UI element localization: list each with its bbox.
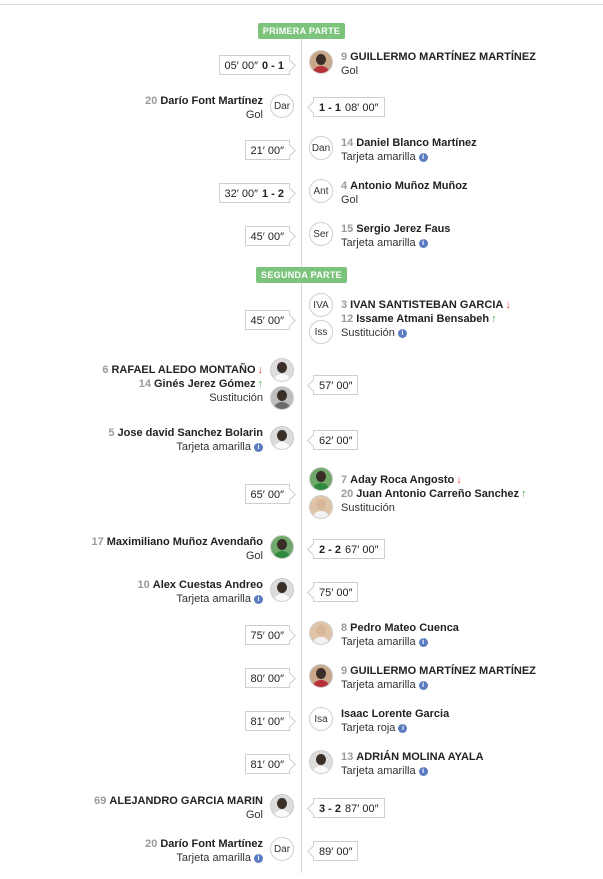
arrow-up-icon: ↑: [257, 378, 263, 390]
event-type: Sustitución: [341, 502, 395, 514]
event-time: 80′ 00″: [250, 673, 284, 685]
event-time-box: [245, 310, 290, 330]
player-number: 4: [341, 180, 348, 192]
event-time-box: [313, 841, 358, 861]
info-icon[interactable]: i: [419, 681, 428, 690]
player-avatar[interactable]: [270, 794, 294, 818]
event-time: 21′ 00″: [250, 145, 284, 157]
player-number: 5: [108, 427, 115, 439]
event-type: Tarjeta roja: [341, 722, 396, 734]
player-number: 17: [91, 536, 104, 548]
event-time-box: [245, 668, 290, 688]
info-icon[interactable]: i: [254, 443, 263, 452]
info-icon[interactable]: i: [419, 153, 428, 162]
player-avatar[interactable]: [309, 664, 333, 688]
player-out-number: 7: [341, 474, 348, 486]
top-divider: [0, 4, 603, 5]
player-number: 15: [341, 223, 354, 235]
event-details: [341, 50, 536, 78]
player-out-name[interactable]: RAFAEL ALEDO MONTAÑO: [111, 364, 256, 376]
event-time-box: [245, 140, 290, 160]
player-in-avatar[interactable]: Iss: [309, 320, 333, 344]
event-score: 2 - 2: [319, 544, 342, 556]
section-label: SEGUNDA PARTE: [256, 267, 347, 283]
player-in-number: 14: [138, 378, 151, 390]
event-time: 05′ 00″: [224, 60, 258, 72]
event-time-box: [313, 375, 358, 395]
event-type: Tarjeta amarilla: [341, 636, 416, 648]
player-in-number: 20: [341, 488, 354, 500]
player-name[interactable]: Alex Cuestas Andreo: [152, 579, 263, 591]
player-name[interactable]: Sergio Jerez Faus: [356, 223, 451, 235]
player-number: 69: [94, 795, 107, 807]
event-time: 62′ 00″: [319, 435, 353, 447]
event-time-box: [219, 183, 291, 203]
player-number: 8: [341, 622, 348, 634]
event-time: 75′ 00″: [250, 630, 284, 642]
event-details: [341, 750, 484, 778]
player-avatar[interactable]: Dar: [270, 94, 294, 118]
event-details: [91, 535, 263, 563]
player-number: 10: [137, 579, 150, 591]
info-icon[interactable]: i: [254, 595, 263, 604]
player-out-avatar[interactable]: [309, 467, 333, 491]
arrow-down-icon: ↓: [456, 474, 462, 486]
event-time: 75′ 00″: [319, 587, 353, 599]
player-avatar[interactable]: Isa: [309, 707, 333, 731]
event-time: 87′ 00″: [345, 803, 379, 815]
player-avatar[interactable]: [270, 535, 294, 559]
player-avatar[interactable]: [270, 426, 294, 450]
event-details: [341, 222, 450, 250]
player-out-name[interactable]: IVAN SANTISTEBAN GARCIA: [350, 299, 504, 311]
info-icon[interactable]: i: [419, 239, 428, 248]
event-details: [102, 363, 263, 405]
player-avatar[interactable]: Dan: [309, 136, 333, 160]
info-icon[interactable]: i: [398, 329, 407, 338]
event-details: [145, 837, 263, 865]
event-type: Tarjeta amarilla: [341, 151, 416, 163]
player-name[interactable]: Isaac Lorente Garcia: [341, 708, 450, 720]
event-type: Tarjeta amarilla: [341, 765, 416, 777]
event-time: 45′ 00″: [250, 231, 284, 243]
player-avatar[interactable]: [309, 621, 333, 645]
event-time: 08′ 00″: [345, 102, 379, 114]
timeline-axis: [301, 37, 302, 873]
event-details: [94, 794, 263, 822]
event-details: [341, 621, 459, 649]
player-in-name[interactable]: Issame Atmani Bensabeh: [356, 313, 490, 325]
event-time-box: [245, 711, 290, 731]
event-time-box: [313, 430, 358, 450]
info-icon[interactable]: i: [419, 638, 428, 647]
player-name[interactable]: ALEJANDRO GARCIA MARIN: [109, 795, 263, 807]
event-score: 3 - 2: [319, 803, 342, 815]
event-time: 45′ 00″: [250, 315, 284, 327]
arrow-down-icon: ↓: [505, 299, 511, 311]
event-details: [341, 473, 527, 515]
player-number: 14: [341, 137, 354, 149]
event-type: Sustitución: [209, 392, 263, 404]
player-in-avatar[interactable]: [309, 495, 333, 519]
event-time-box: [245, 484, 290, 504]
event-details: [108, 426, 263, 454]
player-avatar[interactable]: [270, 578, 294, 602]
player-name[interactable]: Antonio Muñoz Muñoz: [350, 180, 468, 192]
player-in-number: 12: [341, 313, 354, 325]
info-icon[interactable]: i: [398, 724, 407, 733]
player-in-avatar[interactable]: [270, 386, 294, 410]
player-in-name[interactable]: Juan Antonio Carreño Sanchez: [356, 488, 520, 500]
player-out-avatar[interactable]: IVA: [309, 293, 333, 317]
event-time-box: [219, 55, 291, 75]
event-time: 32′ 00″: [224, 188, 258, 200]
event-time-box: [245, 625, 290, 645]
event-time: 65′ 00″: [250, 489, 284, 501]
info-icon[interactable]: i: [419, 767, 428, 776]
player-name[interactable]: Maximiliano Muñoz Avendaño: [106, 536, 263, 548]
player-number: 20: [145, 838, 158, 850]
event-details: [341, 298, 511, 340]
player-name[interactable]: Daniel Blanco Martínez: [356, 137, 477, 149]
event-type: Gol: [245, 809, 263, 821]
event-type: Gol: [341, 65, 359, 77]
player-name[interactable]: GUILLERMO MARTÍNEZ MARTÍNEZ: [350, 51, 536, 63]
player-avatar[interactable]: [309, 750, 333, 774]
event-time-box: [313, 798, 385, 818]
event-time-box: [313, 539, 385, 559]
event-time: 57′ 00″: [319, 380, 353, 392]
event-score: 0 - 1: [261, 60, 284, 72]
event-type: Gol: [341, 194, 359, 206]
event-type: Gol: [245, 550, 263, 562]
event-details: [145, 94, 263, 122]
player-number: 13: [341, 751, 354, 763]
event-details: [341, 179, 467, 207]
arrow-up-icon: ↑: [521, 488, 527, 500]
player-name[interactable]: ADRIÁN MOLINA AYALA: [356, 751, 484, 763]
event-time: 89′ 00″: [319, 846, 353, 858]
event-score: 1 - 1: [319, 102, 342, 114]
player-name[interactable]: Darío Font Martínez: [160, 95, 263, 107]
event-time: 67′ 00″: [345, 544, 379, 556]
player-avatar[interactable]: Ser: [309, 222, 333, 246]
section-second-half: [0, 265, 603, 283]
section-label: PRIMERA PARTE: [258, 23, 345, 39]
event-type: Gol: [245, 109, 263, 121]
event-type: Sustitución: [341, 327, 395, 339]
event-time-box: [245, 226, 290, 246]
event-type: Tarjeta amarilla: [341, 237, 416, 249]
player-name[interactable]: Darío Font Martínez: [160, 838, 263, 850]
event-details: [138, 578, 264, 606]
event-time-box: [313, 97, 385, 117]
player-name[interactable]: Jose david Sanchez Bolarin: [117, 427, 263, 439]
player-out-name[interactable]: Aday Roca Angosto: [350, 474, 455, 486]
arrow-up-icon: ↑: [491, 313, 497, 325]
player-in-name[interactable]: Ginés Jerez Gómez: [154, 378, 256, 390]
player-avatar[interactable]: Dar: [270, 837, 294, 861]
event-type: Tarjeta amarilla: [176, 593, 251, 605]
event-score: 1 - 2: [261, 188, 284, 200]
player-out-number: 6: [102, 364, 109, 376]
event-type: Tarjeta amarilla: [176, 852, 251, 864]
event-type: Tarjeta amarilla: [176, 441, 251, 453]
event-time-box: [313, 582, 358, 602]
section-first-half: [0, 21, 603, 39]
event-details: [341, 136, 477, 164]
player-avatar[interactable]: Ant: [309, 179, 333, 203]
info-icon[interactable]: i: [254, 854, 263, 863]
player-avatar[interactable]: [309, 50, 333, 74]
arrow-down-icon: ↓: [257, 364, 263, 376]
player-out-number: 3: [341, 299, 348, 311]
event-time: 81′ 00″: [250, 716, 284, 728]
player-number: 9: [341, 51, 348, 63]
event-time: 81′ 00″: [250, 759, 284, 771]
player-name[interactable]: Pedro Mateo Cuenca: [350, 622, 459, 634]
event-time-box: [245, 754, 290, 774]
player-out-avatar[interactable]: [270, 358, 294, 382]
event-details: [341, 664, 536, 692]
event-details: [341, 707, 449, 735]
event-type: Tarjeta amarilla: [341, 679, 416, 691]
player-number: 20: [145, 95, 158, 107]
player-name[interactable]: GUILLERMO MARTÍNEZ MARTÍNEZ: [350, 665, 536, 677]
player-number: 9: [341, 665, 348, 677]
